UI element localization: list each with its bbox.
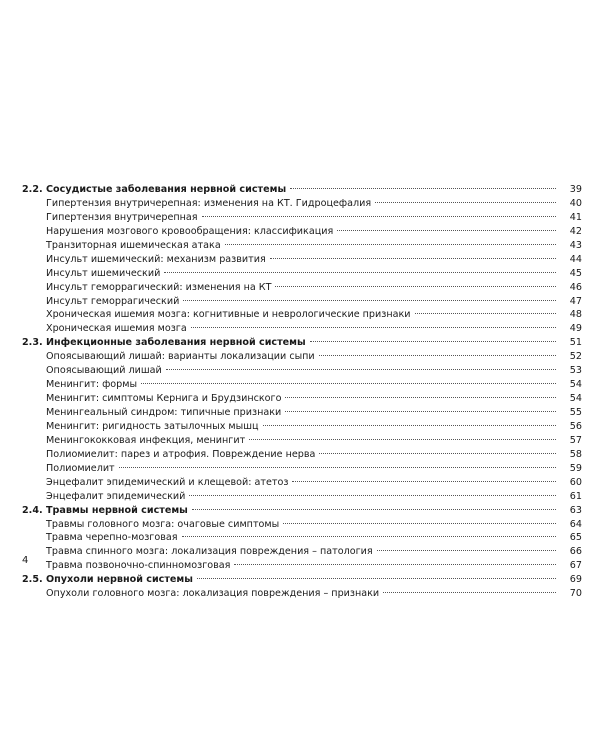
dot-leader xyxy=(182,536,556,537)
dot-leader xyxy=(183,300,556,301)
toc-entry[interactable] xyxy=(22,448,582,462)
page-number: 52 xyxy=(569,351,582,363)
dot-leader xyxy=(319,453,556,454)
dot-leader xyxy=(377,550,556,551)
toc-entry[interactable] xyxy=(22,392,582,406)
page-number: 55 xyxy=(569,407,582,418)
toc-entry[interactable] xyxy=(22,559,582,573)
entry-title: Травма черепно-мозговая xyxy=(46,532,178,544)
toc-entry[interactable] xyxy=(22,462,582,476)
page-number: 65 xyxy=(569,532,582,544)
entry-title: Полиомиелит xyxy=(46,462,115,474)
dot-leader xyxy=(292,481,556,482)
entry-title: Опухоли головного мозга: локализация повреждения – признаки xyxy=(46,588,380,600)
entry-title: Хроническая ишемия мозга: когнитивные и неврологические признаки xyxy=(46,309,411,321)
table-of-contents xyxy=(22,183,582,601)
entry-title: Гипертензия внутричерепная xyxy=(46,211,198,223)
dot-leader xyxy=(234,564,556,565)
page-number: 66 xyxy=(569,546,582,558)
entry-title: Опоясывающий лишай xyxy=(46,365,162,377)
entry-title: Хроническая ишемия мозга xyxy=(46,323,187,335)
entry-title: Менингит: симптомы Кернига и Брудзинского xyxy=(46,393,282,405)
toc-entry[interactable] xyxy=(22,531,582,545)
entry-title: Инсульт геморрагический: изменения на КТ xyxy=(46,281,272,293)
page-number: 43 xyxy=(569,239,582,251)
toc-entry[interactable] xyxy=(22,253,582,267)
section-number: 2.5. xyxy=(22,574,43,586)
dot-leader xyxy=(189,495,556,496)
dot-leader xyxy=(310,341,556,342)
dot-leader xyxy=(119,467,556,468)
entry-title: Полиомиелит: парез и атрофия. Повреждение нерва xyxy=(46,448,316,460)
entry-title: Инсульт геморрагический xyxy=(46,295,180,307)
entry-title: Энцефалит эпидемический xyxy=(46,490,186,502)
dot-leader xyxy=(375,202,556,203)
footer-page-number: 4 xyxy=(22,555,29,566)
toc-entry[interactable] xyxy=(22,490,582,504)
toc-entry[interactable] xyxy=(22,281,582,295)
toc-entry[interactable] xyxy=(22,322,582,336)
toc-entry[interactable] xyxy=(22,239,582,253)
toc-entry[interactable] xyxy=(22,434,582,448)
page-number: 63 xyxy=(569,504,582,516)
entry-title: Менингококковая инфекция, менингит xyxy=(46,434,246,446)
page-number: 53 xyxy=(569,365,582,377)
dot-leader xyxy=(383,592,556,593)
section-title: Сосудистые заболевания нервной системы xyxy=(46,184,287,195)
dot-leader xyxy=(285,411,556,412)
toc-entry[interactable] xyxy=(22,420,582,434)
dot-leader xyxy=(270,258,556,259)
page-number: 42 xyxy=(569,225,582,237)
dot-leader xyxy=(249,439,556,440)
section-number: 2.2. xyxy=(22,184,43,195)
dot-leader xyxy=(415,313,556,314)
entry-title: Опоясывающий лишай: варианты локализации сыпи xyxy=(46,351,315,363)
dot-leader xyxy=(141,383,556,384)
page-number: 51 xyxy=(569,337,582,349)
dot-leader xyxy=(263,425,556,426)
toc-section-heading[interactable] xyxy=(22,573,582,587)
section-title: Опухоли нервной системы xyxy=(46,574,193,586)
dot-leader xyxy=(319,355,556,356)
entry-title: Менингит: формы xyxy=(46,379,138,391)
section-number: 2.3. xyxy=(22,337,43,349)
dot-leader xyxy=(191,327,556,328)
toc-entry[interactable] xyxy=(22,587,582,601)
entry-title: Травма спинного мозга: локализация повреждения – патология xyxy=(46,546,373,558)
page-number: 45 xyxy=(569,267,582,279)
page-number: 47 xyxy=(569,295,582,307)
page-number: 44 xyxy=(569,253,582,265)
toc-entry[interactable] xyxy=(22,364,582,378)
page-number: 67 xyxy=(569,560,582,572)
entry-title: Энцефалит эпидемический и клещевой: атетоз xyxy=(46,476,289,488)
page-number: 64 xyxy=(569,518,582,530)
page-number: 57 xyxy=(569,434,582,446)
page-number: 49 xyxy=(569,323,582,335)
page-number: 48 xyxy=(569,309,582,321)
entry-title: Травма позвоночно-спинномозговая xyxy=(46,560,231,572)
page-number: 61 xyxy=(569,490,582,502)
entry-title: Нарушения мозгового кровообращения: классификация xyxy=(46,225,334,237)
dot-leader xyxy=(166,369,556,370)
toc-entry[interactable] xyxy=(22,476,582,490)
dot-leader xyxy=(192,509,556,510)
page-number: 60 xyxy=(569,476,582,488)
dot-leader xyxy=(164,272,556,273)
entry-title: Инсульт ишемический xyxy=(46,267,161,279)
section-title: Травмы нервной системы xyxy=(46,504,188,516)
dot-leader xyxy=(202,216,556,217)
page-number: 41 xyxy=(569,211,582,223)
entry-title: Гипертензия внутричерепная: изменения на КТ. Гидроцефалия xyxy=(46,197,372,209)
toc-entry[interactable] xyxy=(22,406,582,420)
dot-leader xyxy=(197,578,556,579)
page-number: 54 xyxy=(569,379,582,391)
toc-entry[interactable] xyxy=(22,267,582,281)
dot-leader xyxy=(283,523,556,524)
toc-entry[interactable] xyxy=(22,378,582,392)
page-number: 59 xyxy=(569,462,582,474)
dot-leader xyxy=(225,244,556,245)
toc-entry[interactable] xyxy=(22,225,582,239)
page-number: 58 xyxy=(569,448,582,460)
toc-entry[interactable] xyxy=(22,295,582,309)
page-number: 39 xyxy=(569,184,582,195)
entry-title: Менингит: ригидность затылочных мышц xyxy=(46,420,259,432)
page-number: 40 xyxy=(569,197,582,209)
page-number: 46 xyxy=(569,281,582,293)
toc-entry[interactable] xyxy=(22,211,582,225)
toc-section-heading[interactable] xyxy=(22,183,582,197)
toc-entry[interactable] xyxy=(22,545,582,559)
dot-leader xyxy=(275,286,556,287)
toc-entry[interactable] xyxy=(22,518,582,532)
page-number: 69 xyxy=(569,574,582,586)
page-number: 54 xyxy=(569,393,582,405)
section-title: Инфекционные заболевания нервной системы xyxy=(46,337,306,349)
toc-section-heading[interactable] xyxy=(22,336,582,350)
toc-entry[interactable] xyxy=(22,197,582,211)
section-number: 2.4. xyxy=(22,504,43,516)
dot-leader xyxy=(337,230,556,231)
entry-title: Инсульт ишемический: механизм развития xyxy=(46,253,266,265)
toc-entry[interactable] xyxy=(22,350,582,364)
entry-title: Транзиторная ишемическая атака xyxy=(46,239,221,251)
entry-title: Травмы головного мозга: очаговые симптомы xyxy=(46,518,280,530)
entry-title: Менингеальный синдром: типичные признаки xyxy=(46,407,282,418)
dot-leader xyxy=(290,188,556,189)
page-number: 70 xyxy=(569,588,582,600)
toc-entry[interactable] xyxy=(22,308,582,322)
toc-section-heading[interactable] xyxy=(22,504,582,518)
page-number: 56 xyxy=(569,420,582,432)
dot-leader xyxy=(285,397,556,398)
